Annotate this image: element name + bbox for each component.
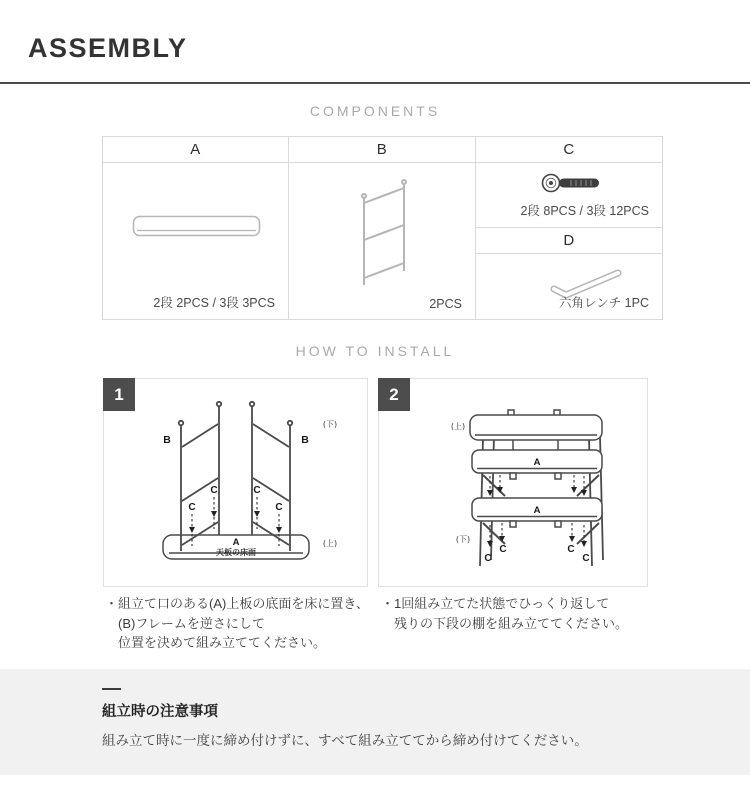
note-line: 1回組み立てた状態でひっくり返して (394, 596, 610, 611)
shelf-label-lower: A (533, 505, 541, 516)
bolt-label-4: C (275, 502, 283, 513)
left-side-frame (179, 402, 221, 551)
step2-diagram (379, 379, 647, 586)
component-cell-b (289, 137, 476, 319)
note-line: 位置を決めて組み立ててください。 (118, 635, 327, 650)
title-divider (0, 82, 750, 84)
bolt-label-1: C (188, 502, 196, 513)
notice-body: 組み立て時に一度に締め付けずに、すべて組み立ててから締め付けてください。 (102, 733, 588, 748)
component-cell-a (103, 137, 289, 319)
step1-note (105, 594, 377, 653)
note-line: 組立て口のある(A)上板の底面を床に置き、 (118, 596, 369, 611)
component-count-c: 2段 8PCS / 3段 12PCS (520, 204, 649, 218)
board-caption: 天板の床面 (216, 548, 256, 557)
install-heading: HOW TO INSTALL (295, 343, 455, 359)
bolt-label-2: C (499, 544, 507, 555)
shelf-label-upper: A (533, 457, 541, 468)
bolt-label-3: C (253, 485, 261, 496)
orientation-mark-top: (上) (450, 422, 466, 431)
shelf-board-icon (132, 215, 261, 241)
step2-number-badge: 2 (378, 378, 410, 411)
bolt-guide-arrowheads (189, 511, 282, 533)
step2-note-bullet: ・ (381, 596, 395, 611)
component-label-c: C (476, 137, 662, 163)
component-label-a: A (103, 137, 288, 163)
orientation-mark-bottom: (上) (322, 539, 338, 548)
components-table (102, 136, 663, 320)
component-label-b: B (289, 137, 475, 163)
orientation-mark-top: (下) (322, 420, 338, 429)
bolt-label-1: C (484, 553, 492, 564)
shelf-connectors (513, 440, 558, 450)
frame-label-right: B (301, 434, 309, 446)
assembly-notice-box (0, 669, 750, 775)
step2-panel (378, 378, 648, 587)
orientation-mark-bottom: (下) (455, 535, 471, 544)
board-label: A (232, 537, 240, 548)
component-count-a: 2段 2PCS / 3段 3PCS (153, 296, 275, 310)
step2-note-lines (394, 594, 628, 633)
notice-dash (102, 688, 121, 690)
step1-note-lines (118, 594, 369, 653)
step1-diagram (104, 379, 367, 586)
step1-note-bullet: ・ (105, 596, 119, 611)
bolt-label-4: C (582, 553, 590, 564)
side-frame-icon (357, 177, 411, 291)
frame-label-left: B (163, 434, 171, 446)
step1-number-badge: 1 (103, 378, 135, 411)
bolt-label-3: C (567, 544, 575, 555)
bolt-label-2: C (210, 485, 218, 496)
step2-note (381, 594, 661, 633)
component-count-d: 六角レンチ 1PC (559, 296, 649, 310)
component-count-b: 2PCS (429, 297, 462, 311)
step1-panel (103, 378, 368, 587)
notice-title: 組立時の注意事項 (102, 704, 218, 720)
note-line: 残りの下段の棚を組み立ててください。 (394, 615, 629, 631)
component-label-d: D (476, 228, 662, 254)
right-side-frame (250, 402, 292, 551)
page-title: ASSEMBLY (28, 33, 188, 63)
component-cell-cd (476, 137, 662, 319)
hex-bolt-icon (541, 172, 603, 194)
note-line: (B)フレームを逆さにして (118, 615, 265, 631)
components-heading: COMPONENTS (309, 103, 441, 119)
top-board (470, 410, 602, 440)
